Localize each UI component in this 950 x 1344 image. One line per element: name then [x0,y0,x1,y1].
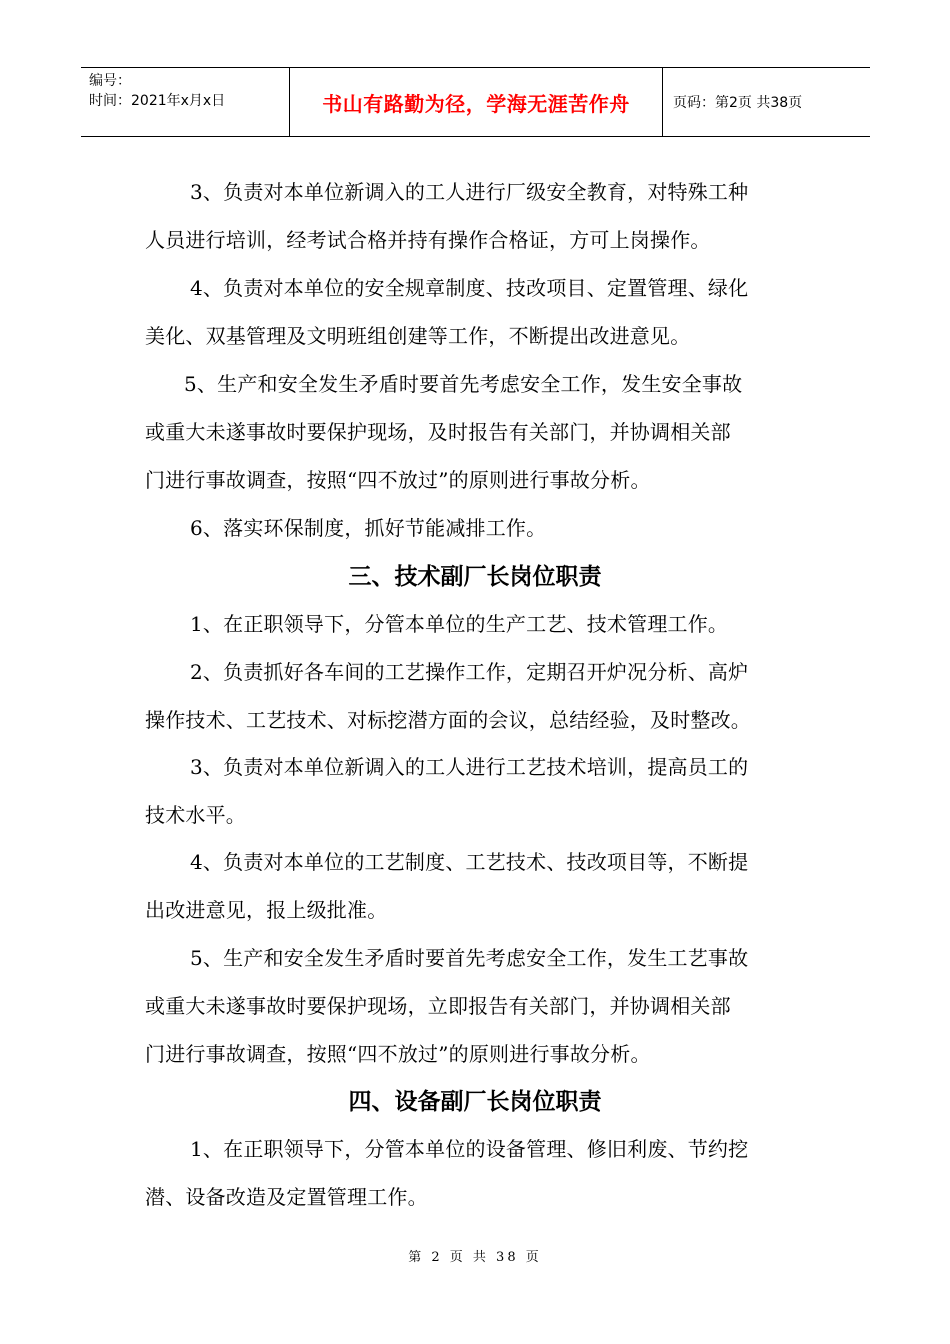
paragraph-line: 3、负责对本单位新调入的工人进行工艺技术培训，提高员工的 [190,755,749,779]
paragraph-line: 或重大未遂事故时要保护现场，及时报告有关部门，并协调相关部 [145,420,731,444]
paragraph-line: 门进行事故调查，按照“四不放过”的原则进行事故分析。 [145,468,651,492]
header-page-info: 页码：第2页 共38页 [673,95,803,111]
header-motto-cell [290,68,663,136]
paragraph-line: 门进行事故调查，按照“四不放过”的原则进行事故分析。 [145,1042,651,1066]
paragraph-line: 1、在正职领导下，分管本单位的设备管理、修旧利废、节约挖 [190,1137,749,1161]
paragraph-line: 2、负责抓好各车间的工艺操作工作，定期召开炉况分析、高炉 [190,660,749,684]
paragraph-line: 出改进意见，报上级批准。 [145,898,388,922]
document-time-label: 时间：2021年x月x日 [89,93,226,109]
document-number-label: 编号： [89,73,131,89]
page-header [81,67,870,137]
paragraph-line: 5、生产和安全发生矛盾时要首先考虑安全工作，发生工艺事故 [190,946,749,970]
paragraph-line: 5、生产和安全发生矛盾时要首先考虑安全工作，发生安全事故 [184,372,743,396]
header-meta [81,68,290,136]
paragraph-line: 4、负责对本单位的工艺制度、工艺技术、技改项目等，不断提 [190,850,749,874]
section-heading: 四、设备副厂长岗位职责 [348,1089,602,1115]
paragraph-line: 4、负责对本单位的安全规章制度、技改项目、定置管理、绿化 [190,276,749,300]
paragraph-line: 1、在正职领导下，分管本单位的生产工艺、技术管理工作。 [190,612,729,636]
page-footer: 第 2 页 共 38 页 [408,1250,542,1265]
paragraph-line: 人员进行培训，经考试合格并持有操作合格证，方可上岗操作。 [145,228,711,252]
paragraph-line: 技术水平。 [145,803,246,827]
paragraph-line: 操作技术、工艺技术、对标挖潜方面的会议，总结经验，及时整改。 [145,708,751,732]
paragraph-line: 美化、双基管理及文明班组创建等工作，不断提出改进意见。 [145,324,691,348]
paragraph-line: 或重大未遂事故时要保护现场，立即报告有关部门，并协调相关部 [145,994,731,1018]
paragraph-line: 3、负责对本单位新调入的工人进行厂级安全教育，对特殊工种 [190,180,749,204]
section-heading: 三、技术副厂长岗位职责 [348,564,602,590]
paragraph-line: 6、落实环保制度，抓好节能减排工作。 [190,516,547,540]
header-motto: 书山有路勤为径，学海无涯苦作舟 [322,91,630,116]
paragraph-line: 潜、设备改造及定置管理工作。 [145,1185,428,1209]
